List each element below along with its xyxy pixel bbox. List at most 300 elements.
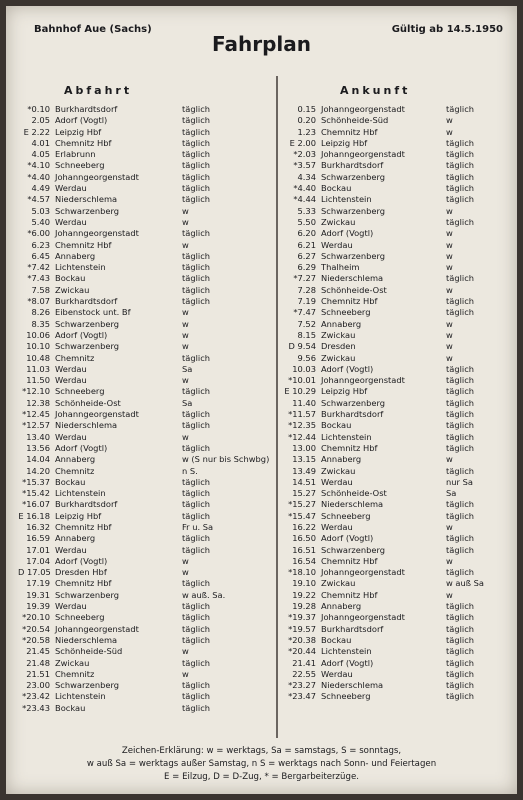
arrival-time: *3.57 [293, 160, 316, 171]
departure-frequency: w [182, 341, 189, 352]
departure-row [18, 273, 268, 284]
departure-time: *4.40 [27, 171, 50, 182]
arrival-time: *10.01 [288, 375, 316, 386]
arrival-frequency: täglich [446, 646, 475, 657]
departure-time: *4.10 [27, 160, 50, 171]
arrival-row [284, 194, 523, 205]
departure-row [18, 228, 268, 239]
departure-row [18, 104, 268, 115]
departure-station: Bockau [55, 702, 86, 713]
arrival-station: Zwickau [321, 578, 356, 589]
arrival-time: 5.33 [297, 205, 316, 216]
departure-station: Chemnitz Hbf [55, 137, 112, 148]
departure-time: *7.43 [27, 273, 50, 284]
departure-frequency: täglich [182, 533, 211, 544]
arrival-time: 5.50 [297, 216, 316, 227]
departure-frequency: täglich [182, 409, 211, 420]
arrival-row [284, 353, 523, 364]
arrival-time: 10.03 [292, 363, 316, 374]
arrival-frequency: täglich [446, 397, 475, 408]
departure-station: Johanngeorgenstadt [55, 623, 139, 634]
arrival-frequency: w auß Sa [446, 578, 484, 589]
arrival-frequency: täglich [446, 680, 475, 691]
departure-time: *12.57 [22, 420, 50, 431]
departure-time: *8.07 [27, 296, 50, 307]
departure-time: 12.38 [26, 397, 50, 408]
departure-row [18, 454, 268, 465]
departure-time: 21.51 [26, 668, 50, 679]
arrival-station: Zwickau [321, 352, 356, 363]
departure-time: *16.07 [22, 499, 50, 510]
arrival-frequency: w [446, 589, 453, 600]
arrival-row [284, 160, 523, 171]
departure-row [18, 251, 268, 262]
arrival-station: Johanngeorgenstadt [321, 612, 405, 623]
departure-time: 8.35 [31, 318, 50, 329]
arrival-frequency: täglich [446, 499, 475, 510]
arrival-row [284, 149, 523, 160]
arrival-time: 1.23 [297, 126, 316, 137]
departure-station: Werdau [55, 216, 87, 227]
arrival-time: D 9.54 [288, 341, 316, 352]
departure-row [18, 432, 268, 443]
valid-from: Gültig ab 14.5.1950 [391, 24, 503, 35]
departure-time: *0.10 [27, 104, 50, 114]
departure-station: Werdau [55, 544, 87, 555]
arrival-row [284, 364, 523, 375]
departure-frequency: täglich [182, 137, 211, 148]
arrival-time: *12.35 [288, 420, 316, 431]
departure-row [18, 511, 268, 522]
departure-row [18, 364, 268, 375]
departure-time: 21.45 [26, 646, 50, 657]
departure-frequency: w [182, 375, 189, 386]
arrival-frequency: w [446, 521, 453, 532]
departure-frequency: w [182, 307, 189, 318]
column-divider [276, 76, 278, 738]
departure-station: Zwickau [55, 284, 90, 295]
arrival-station: Chemnitz Hbf [321, 589, 378, 600]
arrival-station: Chemnitz Hbf [321, 296, 378, 307]
departure-station: Chemnitz [55, 465, 95, 476]
departure-row [18, 194, 268, 205]
departure-frequency: w (S nur bis Schwbg) [182, 454, 270, 465]
arrival-row [284, 285, 523, 296]
arrival-row [284, 319, 523, 330]
departure-station: Niederschlema [55, 194, 118, 205]
arrival-time: 14.51 [292, 476, 316, 487]
departure-time: E 2.22 [23, 126, 50, 137]
departure-time: 17.19 [26, 578, 50, 589]
departure-time: *12.10 [22, 386, 50, 397]
arrival-row [284, 183, 523, 194]
departure-frequency: w [182, 668, 189, 679]
arrival-station: Lichtenstein [321, 194, 372, 205]
departure-station: Dresden Hbf [55, 567, 107, 578]
departure-row [18, 319, 268, 330]
arrival-station: Lichtenstein [321, 431, 372, 442]
arrival-row [284, 262, 523, 273]
departure-row [18, 646, 268, 657]
departure-station: Leipzig Hbf [55, 126, 102, 137]
departure-time: 4.05 [31, 149, 50, 160]
arrival-station: Werdau [321, 476, 353, 487]
arrival-frequency: täglich [446, 160, 475, 171]
arrival-row [284, 206, 523, 217]
arrival-time: 13.49 [292, 465, 316, 476]
departure-station: Werdau [55, 375, 87, 386]
departure-row [18, 578, 268, 589]
arrival-time: 16.22 [292, 521, 316, 532]
departure-frequency: täglich [182, 183, 211, 194]
arrival-time: *23.47 [288, 691, 316, 702]
departure-row [18, 262, 268, 273]
page-title: Fahrplan [212, 32, 311, 56]
arrival-station: Bockau [321, 183, 352, 194]
departure-frequency: w [182, 216, 189, 227]
arrival-station: Thalheim [321, 262, 360, 273]
departure-time: 16.32 [26, 521, 50, 532]
departure-frequency: Fr u. Sa [182, 521, 214, 532]
arrival-time: 22.55 [292, 668, 316, 679]
arrival-station: Zwickau [321, 329, 356, 340]
departure-station: Burkhardtsdorf [55, 104, 118, 114]
departure-station: Leipzig Hbf [55, 510, 102, 521]
arrival-frequency: w [446, 555, 453, 566]
departure-time: *20.54 [22, 623, 50, 634]
departure-row [18, 307, 268, 318]
timetable-sheet [6, 6, 517, 794]
arrival-station: Bockau [321, 634, 352, 645]
departure-row [18, 296, 268, 307]
arrival-row [284, 420, 523, 431]
arrival-time: *15.47 [288, 510, 316, 521]
arrival-frequency: täglich [446, 510, 475, 521]
arrival-station: Chemnitz Hbf [321, 126, 378, 137]
departure-station: Johanngeorgenstadt [55, 409, 139, 420]
arrival-row [284, 578, 523, 589]
arrival-frequency: täglich [446, 183, 475, 194]
arrival-station: Annaberg [321, 454, 362, 465]
departure-station: Schönheide-Ost [55, 397, 121, 408]
departure-row [18, 522, 268, 533]
arrival-frequency: täglich [446, 386, 475, 397]
departure-row [18, 138, 268, 149]
arrival-time: 19.22 [292, 589, 316, 600]
departure-station: Chemnitz [55, 352, 95, 363]
departure-frequency: täglich [182, 262, 211, 273]
arrival-station: Chemnitz Hbf [321, 442, 378, 453]
arrival-station: Werdau [321, 239, 353, 250]
arrival-frequency: w [446, 262, 453, 273]
departure-station: Johanngeorgenstadt [55, 171, 139, 182]
arrival-time: *7.27 [293, 273, 316, 284]
arrival-time: 13.15 [292, 454, 316, 465]
departure-station: Adorf (Vogtl) [55, 442, 108, 453]
arrival-station: Lichtenstein [321, 646, 372, 657]
arrival-station: Niederschlema [321, 499, 384, 510]
departure-time: 10.10 [26, 341, 50, 352]
arrival-time: 0.15 [297, 104, 316, 114]
departure-frequency: n S. [182, 465, 198, 476]
departure-frequency: täglich [182, 634, 211, 645]
arrival-time: 16.50 [292, 533, 316, 544]
departure-time: 21.48 [26, 657, 50, 668]
departure-row [18, 127, 268, 138]
arrival-frequency: täglich [446, 612, 475, 623]
arrival-row [284, 556, 523, 567]
arrival-frequency: w [446, 115, 453, 126]
arrival-row [284, 691, 523, 702]
arrival-time: *19.37 [288, 612, 316, 623]
arrival-row [284, 545, 523, 556]
arrival-row [284, 104, 523, 115]
departure-frequency: Sa [182, 397, 193, 408]
arrival-time: 6.29 [297, 262, 316, 273]
departure-row [18, 217, 268, 228]
arrival-station: Schönheide-Süd [321, 115, 389, 126]
departure-frequency: täglich [182, 657, 211, 668]
departure-time: 13.40 [26, 431, 50, 442]
arrival-station: Schneeberg [321, 691, 371, 702]
arrivals-heading: Ankunft [340, 84, 411, 97]
departure-station: Burkhardtsdorf [55, 296, 118, 307]
departure-time: *23.42 [22, 691, 50, 702]
departure-station: Schwarzenberg [55, 318, 119, 329]
arrival-time: 19.10 [292, 578, 316, 589]
arrival-time: *23.27 [288, 680, 316, 691]
arrival-station: Schwarzenberg [321, 171, 385, 182]
departure-row [18, 420, 268, 431]
departure-time: 11.03 [26, 363, 50, 374]
arrival-frequency: w [446, 205, 453, 216]
arrival-frequency: täglich [446, 533, 475, 544]
legend-line-2: w auß Sa = werktags außer Samstag, n S = werktags nach Sonn- und Feiertagen [86, 759, 437, 769]
departure-row [18, 386, 268, 397]
arrival-frequency: w [446, 228, 453, 239]
arrival-time: 6.27 [297, 250, 316, 261]
arrival-frequency: täglich [446, 657, 475, 668]
departure-time: 2.05 [31, 115, 50, 126]
departure-time: 17.04 [26, 555, 50, 566]
departure-station: Annaberg [55, 250, 96, 261]
departure-row [18, 183, 268, 194]
arrival-frequency: w [446, 239, 453, 250]
departure-time: *6.00 [27, 228, 50, 239]
arrival-time: *2.03 [293, 149, 316, 160]
arrival-station: Burkhardtsdorf [321, 160, 384, 171]
departure-time: 16.59 [26, 533, 50, 544]
departure-station: Chemnitz Hbf [55, 521, 112, 532]
departure-frequency: täglich [182, 296, 211, 307]
arrival-station: Schwarzenberg [321, 205, 385, 216]
arrival-station: Bockau [321, 420, 352, 431]
departure-time: *15.37 [22, 476, 50, 487]
departure-station: Lichtenstein [55, 488, 106, 499]
departure-frequency: Sa [182, 363, 193, 374]
departure-time: 17.01 [26, 544, 50, 555]
departure-station: Schönheide-Süd [55, 646, 123, 657]
arrival-frequency: w [446, 284, 453, 295]
departure-time: 5.03 [31, 205, 50, 216]
arrival-time: *20.38 [288, 634, 316, 645]
departure-frequency: täglich [182, 499, 211, 510]
arrival-time: 7.28 [297, 284, 316, 295]
departure-row [18, 601, 268, 612]
arrival-frequency: täglich [446, 216, 475, 227]
departure-station: Lichtenstein [55, 262, 106, 273]
arrival-station: Schwarzenberg [321, 250, 385, 261]
departure-frequency: täglich [182, 115, 211, 126]
legend-line-1: Zeichen-Erklärung: w = werktags, Sa = samstags, S = sonntags, [121, 746, 402, 756]
departure-frequency: täglich [182, 126, 211, 137]
arrival-station: Johanngeorgenstadt [321, 375, 405, 386]
departure-row [18, 285, 268, 296]
departure-station: Annaberg [55, 454, 96, 465]
departure-frequency: täglich [182, 680, 211, 691]
arrival-frequency: täglich [446, 137, 475, 148]
arrival-station: Werdau [321, 521, 353, 532]
arrival-frequency: w [446, 329, 453, 340]
departure-time: 19.39 [26, 601, 50, 612]
arrival-row [284, 646, 523, 657]
arrival-row [284, 443, 523, 454]
departure-time: 19.31 [26, 589, 50, 600]
arrival-station: Johanngeorgenstadt [321, 567, 405, 578]
departure-row [18, 703, 268, 714]
arrival-frequency: w [446, 318, 453, 329]
arrival-station: Schwarzenberg [321, 397, 385, 408]
departure-row [18, 330, 268, 341]
departure-station: Schneeberg [55, 612, 105, 623]
arrival-frequency: w [446, 250, 453, 261]
departure-time: 11.50 [26, 375, 50, 386]
departure-row [18, 477, 268, 488]
arrival-row [284, 172, 523, 183]
arrival-row [284, 330, 523, 341]
departure-frequency: w [182, 431, 189, 442]
departure-station: Erlabrunn [55, 149, 96, 160]
departure-frequency: täglich [182, 691, 211, 702]
arrival-frequency: täglich [446, 601, 475, 612]
departure-frequency: w [182, 567, 189, 578]
arrival-station: Annaberg [321, 601, 362, 612]
departure-frequency: täglich [182, 442, 211, 453]
departure-frequency: w auß. Sa. [182, 589, 226, 600]
departure-frequency: täglich [182, 273, 211, 284]
arrival-frequency: täglich [446, 375, 475, 386]
departure-station: Werdau [55, 431, 87, 442]
departure-station: Chemnitz Hbf [55, 578, 112, 589]
departure-time: 5.40 [31, 216, 50, 227]
arrival-row [284, 307, 523, 318]
arrival-row [284, 386, 523, 397]
arrival-row [284, 601, 523, 612]
departure-frequency: täglich [182, 612, 211, 623]
departure-station: Adorf (Vogtl) [55, 115, 108, 126]
arrival-time: *4.44 [293, 194, 316, 205]
arrival-frequency: nur Sa [446, 476, 473, 487]
departure-row [18, 499, 268, 510]
arrival-row [284, 590, 523, 601]
arrival-time: E 10.29 [284, 386, 316, 397]
arrival-station: Chemnitz Hbf [321, 555, 378, 566]
departure-frequency: täglich [182, 420, 211, 431]
arrival-frequency: täglich [446, 623, 475, 634]
arrival-frequency: Sa [446, 488, 457, 499]
departure-row [18, 240, 268, 251]
departure-frequency: täglich [182, 544, 211, 555]
arrival-row [284, 115, 523, 126]
departure-time: 13.56 [26, 442, 50, 453]
departure-station: Burkhardtsdorf [55, 499, 118, 510]
departure-frequency: täglich [182, 171, 211, 182]
departure-row [18, 635, 268, 646]
arrival-station: Schönheide-Ost [321, 488, 387, 499]
departure-row [18, 556, 268, 567]
arrival-frequency: täglich [446, 409, 475, 420]
departure-row [18, 398, 268, 409]
arrival-time: 9.56 [297, 352, 316, 363]
departure-row [18, 590, 268, 601]
departure-row [18, 443, 268, 454]
arrival-time: *4.40 [293, 183, 316, 194]
arrival-row [284, 409, 523, 420]
arrival-time: 16.51 [292, 544, 316, 555]
arrival-station: Werdau [321, 668, 353, 679]
departure-row [18, 172, 268, 183]
arrival-time: *11.57 [288, 409, 316, 420]
arrival-station: Dresden [321, 341, 356, 352]
departure-frequency: täglich [182, 250, 211, 261]
departure-station: Schneeberg [55, 160, 105, 171]
departure-time: 10.06 [26, 329, 50, 340]
arrival-time: *7.47 [293, 307, 316, 318]
arrival-frequency: täglich [446, 171, 475, 182]
arrival-row [284, 658, 523, 669]
departure-station: Niederschlema [55, 634, 118, 645]
departure-station: Adorf (Vogtl) [55, 329, 108, 340]
departure-frequency: täglich [182, 228, 211, 239]
arrival-station: Schwarzenberg [321, 544, 385, 555]
departure-frequency: täglich [182, 578, 211, 589]
arrival-time: 19.28 [292, 601, 316, 612]
departure-row [18, 624, 268, 635]
departure-row [18, 669, 268, 680]
arrival-time: 7.52 [297, 318, 316, 329]
departure-station: Annaberg [55, 533, 96, 544]
arrival-row [284, 127, 523, 138]
departure-station: Eibenstock unt. Bf [55, 307, 131, 318]
legend-line-3: E = Eilzug, D = D-Zug, * = Bergarbeiterzüge. [164, 772, 359, 782]
arrival-row [284, 454, 523, 465]
departure-frequency: täglich [182, 284, 211, 295]
station-name: Bahnhof Aue (Sachs) [34, 24, 152, 35]
arrival-row [284, 341, 523, 352]
arrival-station: Leipzig Hbf [321, 386, 368, 397]
departure-station: Werdau [55, 363, 87, 374]
arrival-time: 11.40 [292, 397, 316, 408]
arrival-frequency: w [446, 126, 453, 137]
departure-station: Bockau [55, 476, 86, 487]
arrival-row [284, 567, 523, 578]
arrival-frequency: täglich [446, 273, 475, 284]
arrival-row [284, 138, 523, 149]
departure-row [18, 466, 268, 477]
arrival-row [284, 488, 523, 499]
arrival-row [284, 477, 523, 488]
arrival-station: Annaberg [321, 318, 362, 329]
